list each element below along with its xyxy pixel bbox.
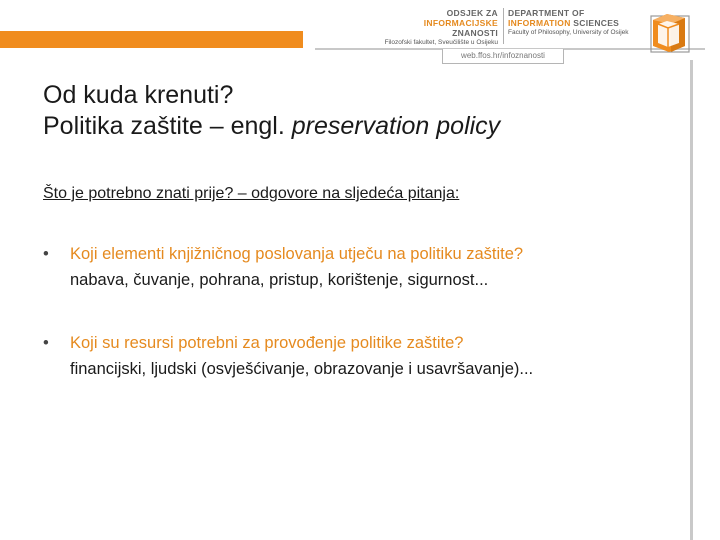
- logo-line-faculty-en: Faculty of Philosophy, University of Osijek: [508, 29, 629, 36]
- slide-subtitle: Što je potrebno znati prije? – odgovore na sljedeća pitanja:: [43, 185, 460, 202]
- logo-line-faculty-hr: Filozofski fakultet, Sveučilište u Osijeku: [384, 39, 498, 46]
- header-orange-bar: [0, 31, 303, 48]
- department-logo-croatian: [384, 8, 498, 48]
- logo-line-department: DEPARTMENT OF: [508, 8, 585, 18]
- logo-line-informacijske: INFORMACIJSKE ZNANOSTI: [423, 18, 498, 38]
- bullet-answer: financijski, ljudski (osvješćivanje, obrazovanje i usavršavanje)...: [70, 360, 534, 378]
- title-line-1: Od kuda krenuti?: [43, 81, 234, 109]
- bullet-question: Koji elementi knjižničnog poslovanja utječu na politiku zaštite?: [70, 245, 524, 263]
- bullet-marker: •: [43, 334, 49, 352]
- logo-divider: [503, 8, 504, 44]
- bullet-item: [43, 241, 663, 293]
- bullet-question: Koji su resursi potrebni za provođenje politike zaštite?: [70, 334, 464, 352]
- title-line-2: Politika zaštite – engl. preservation policy: [43, 112, 501, 140]
- department-url[interactable]: web.ffos.hr/infoznanosti: [442, 49, 564, 64]
- department-logo-english: [508, 8, 638, 38]
- cube-icon: [645, 6, 693, 54]
- slide-title: [43, 80, 683, 142]
- logo-line-information: INFORMATION SCIENCES: [508, 18, 620, 28]
- bullet-item: [43, 330, 663, 382]
- right-side-rule: [690, 60, 693, 540]
- logo-line-odsjek: ODSJEK ZA: [446, 8, 498, 18]
- title-italic-term: preservation policy: [291, 112, 501, 140]
- bullet-marker: •: [43, 245, 49, 263]
- bullet-answer: nabava, čuvanje, pohrana, pristup, korištenje, sigurnost...: [70, 271, 489, 289]
